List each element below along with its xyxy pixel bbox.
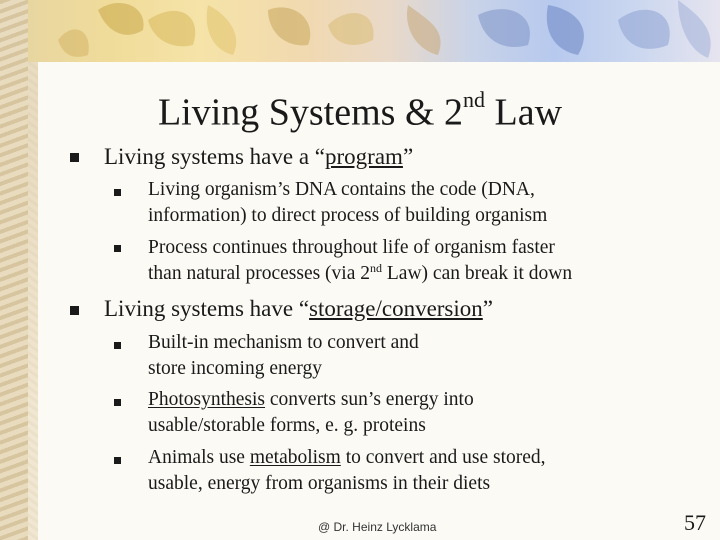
square-bullet-icon: [114, 457, 121, 464]
bullet-1-text: Living systems have a “program”: [104, 144, 414, 169]
square-bullet-icon: [114, 399, 121, 406]
page-number: 57: [684, 510, 706, 535]
square-bullet-icon: [114, 342, 121, 349]
bullet-2-sub-2: Photosynthesis converts sun’s energy into usable/storable forms, e. g. proteins: [148, 389, 474, 436]
bullet-2-text: Living systems have “storage/conversion”: [104, 296, 493, 321]
bullet-2-sub-1: Built-in mechanism to convert and store incoming energy: [148, 332, 419, 379]
square-bullet-icon: [70, 306, 79, 315]
square-bullet-icon: [70, 153, 79, 162]
program-term: program: [325, 144, 403, 169]
photosynthesis-term: Photosynthesis: [148, 389, 266, 410]
bullet-1-sub-2: Process continues throughout life of organism faster than natural processes (via 2nd Law) can break it down: [148, 237, 573, 284]
square-bullet-icon: [114, 245, 121, 252]
footer-author: @ Dr. Heinz Lycklama: [318, 520, 437, 534]
slide-title: Living Systems & 2nd Law: [157, 87, 563, 134]
storage-conversion-term: storage/conversion: [309, 296, 483, 321]
leaf-art-icon: [28, 0, 720, 62]
bullet-1-sub-1: Living organism’s DNA contains the code (DNA, information) to direct process of building organism: [148, 179, 548, 226]
bullet-2-sub-3: Animals use metabolism to convert and use stored, usable, energy from organisms in their diets: [148, 447, 546, 494]
decorative-leaf-banner: [28, 0, 720, 62]
square-bullet-icon: [114, 189, 121, 196]
metabolism-term: metabolism: [249, 447, 341, 468]
left-decorative-strip: [0, 0, 28, 540]
